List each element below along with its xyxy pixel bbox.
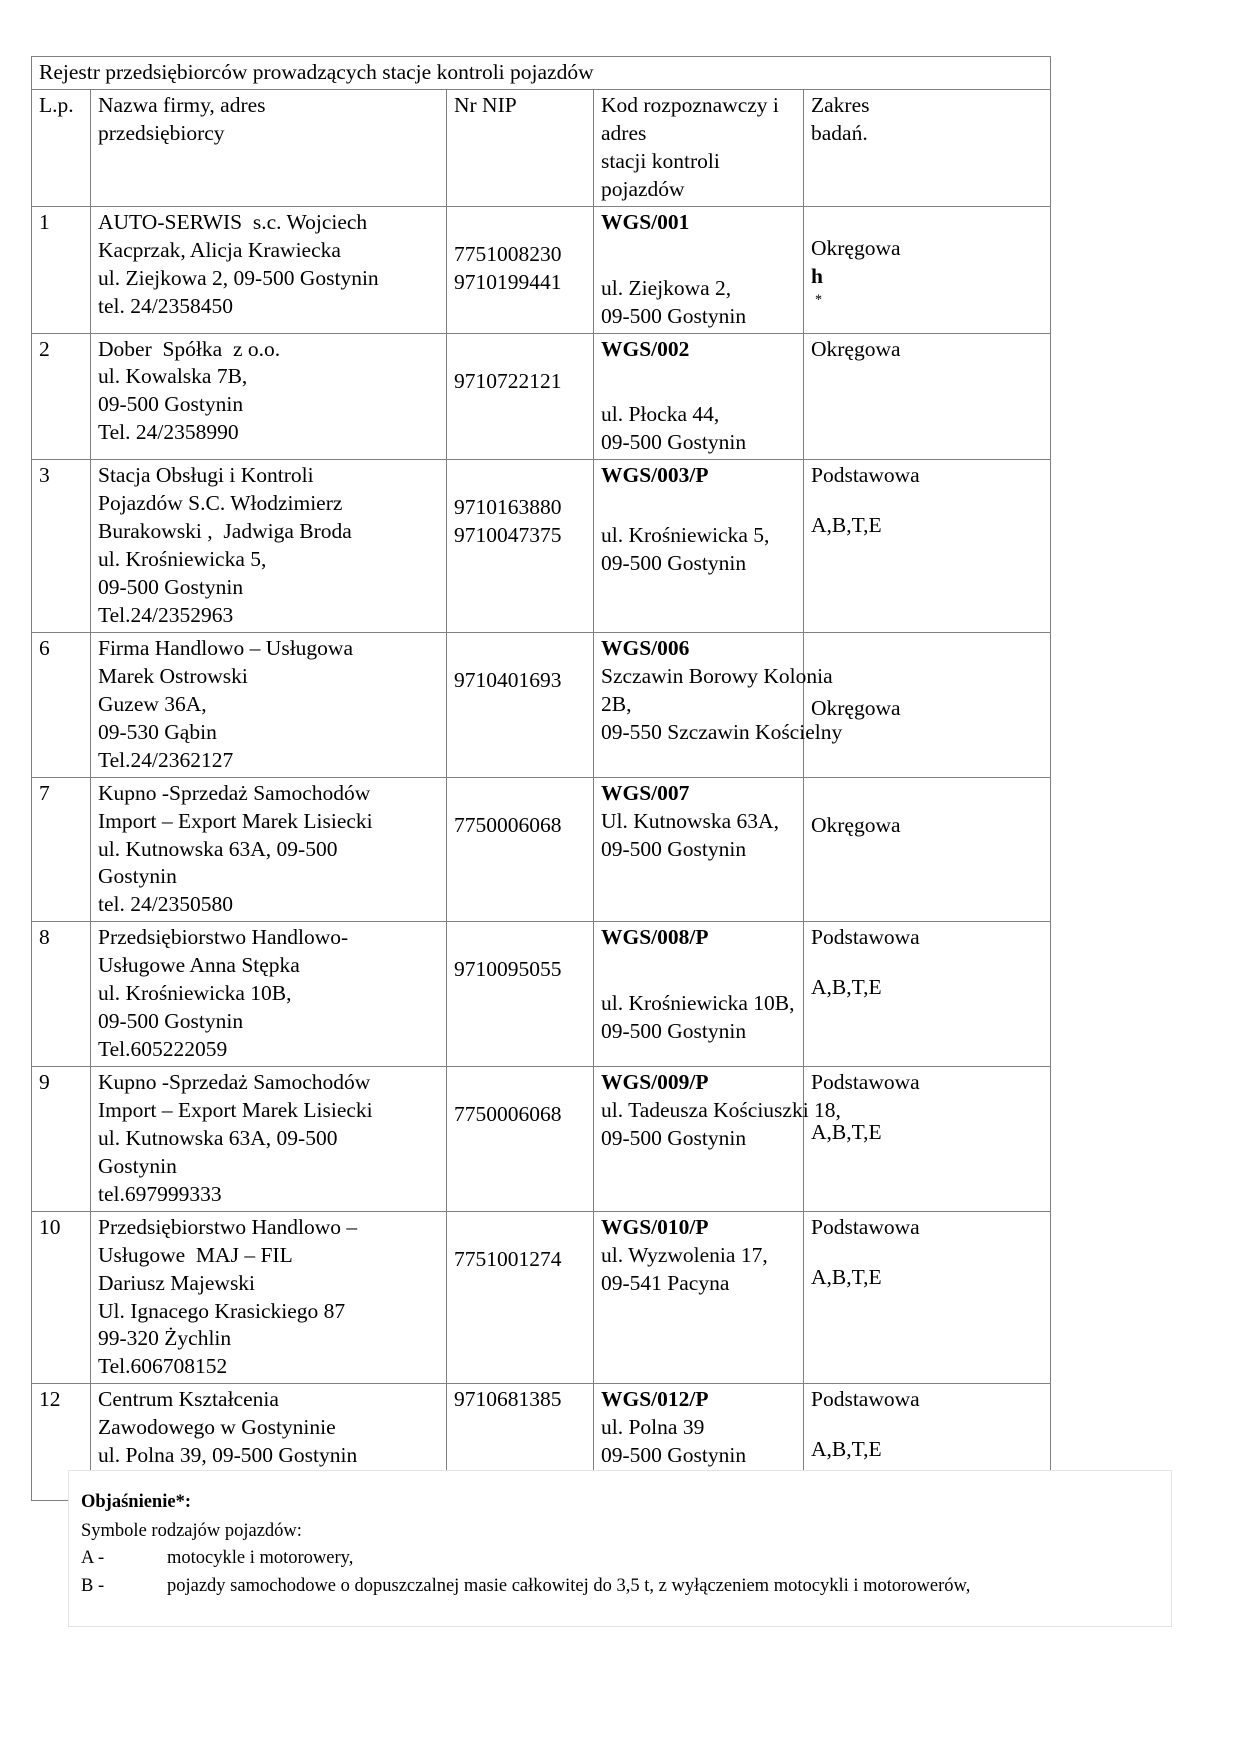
scope-categories: A,B,T,E (811, 975, 882, 1000)
company-line: Dariusz Majewski (98, 1270, 256, 1295)
company-line: 09-500 Gostynin (98, 575, 244, 600)
company-line: Usługowe MAJ – FIL (98, 1242, 293, 1267)
station-address-line: Ul. Kutnowska 63A, (601, 808, 779, 833)
scope-continuation: h * (811, 263, 1044, 309)
explanation-item (81, 1573, 1161, 1600)
company-line: Kupno -Sprzedaż Samochodów (98, 1070, 371, 1094)
nip-number: 9710047375 (454, 523, 562, 548)
table-row (32, 632, 1051, 777)
spacer (601, 490, 797, 522)
nip-number: 7751001274 (454, 1246, 562, 1271)
company-line: Usługowe Anna Stępka (98, 953, 300, 978)
station-code: WGS/001 (601, 209, 690, 234)
cell-company-name-address (91, 922, 447, 1067)
station-address-line: 09-500 Gostynin (601, 303, 747, 328)
nip-number: 9710401693 (454, 667, 562, 692)
nip-number: 9710095055 (454, 957, 562, 982)
cell-scope (804, 777, 1051, 922)
station-address-line: ul. Wyzwolenia 17, (601, 1242, 768, 1267)
column-header-code-line1: Kod rozpoznawczy i adres (601, 92, 779, 145)
column-header-name-line2: przedsiębiorcy (98, 120, 225, 145)
company-line: Tel.606708152 (98, 1354, 228, 1379)
station-address-line: 2B, (601, 691, 632, 716)
cell-company-name-address (91, 460, 447, 633)
company-line: Marek Ostrowski (98, 663, 248, 688)
company-line: Burakowski , Jadwiga Broda (98, 519, 352, 544)
station-code: WGS/012/P (601, 1387, 709, 1412)
spacer (811, 490, 1044, 512)
nip-number: 9710199441 (454, 269, 562, 294)
nip-number: 9710681385 (454, 1387, 562, 1412)
explanation-text: motocykle i motorowery, (167, 1548, 354, 1569)
column-header-scope-line2: badań. (811, 120, 868, 145)
explanation-symbol: B - (81, 1575, 105, 1596)
cell-station-code-address (594, 333, 804, 460)
company-line: Pojazdów S.C. Włodzimierz (98, 491, 343, 516)
cell-scope (804, 1211, 1051, 1384)
explanation-items (81, 1545, 1161, 1600)
cell-company-name-address (91, 333, 447, 460)
document-title: Rejestr przedsiębiorców prowadzących stacje kontroli pojazdów (32, 57, 1051, 90)
company-line: ul. Kutnowska 63A, 09-500 (98, 836, 338, 861)
cell-station-code-address (594, 922, 804, 1067)
cell-lp: 10 (32, 1211, 91, 1384)
station-code: WGS/003/P (601, 463, 709, 488)
table-row (32, 333, 1051, 460)
spacer (811, 952, 1044, 974)
scope-main: Podstawowa (811, 1387, 920, 1412)
cell-nip (447, 460, 594, 633)
table-row (32, 1067, 1051, 1212)
station-address-line: 09-500 Gostynin (601, 836, 747, 861)
company-line: Centrum Kształcenia (98, 1387, 279, 1412)
scope-categories: A,B,T,E (811, 1119, 882, 1144)
cell-lp: 9 (32, 1067, 91, 1212)
station-address-line: ul. Ziejkowa 2, (601, 275, 732, 300)
station-address-line: 09-550 Szczawin Kościelny (601, 719, 843, 744)
cell-scope (804, 1067, 1051, 1212)
explanation-box (68, 1470, 1172, 1627)
company-line: 09-530 Gąbin (98, 719, 217, 744)
company-line: Firma Handlowo – Usługowa (98, 635, 353, 660)
column-header-scope (804, 89, 1051, 206)
cell-station-code-address (594, 632, 843, 777)
station-address-line: Szczawin Borowy Kolonia (601, 663, 833, 688)
station-address-line: 09-500 Gostynin (601, 1019, 747, 1044)
scope-main: Podstawowa (811, 1214, 920, 1239)
cell-company-name-address (91, 206, 447, 333)
scope-main: Podstawowa (811, 463, 920, 488)
cell-company-name-address (91, 632, 447, 777)
scope-main: Podstawowa (811, 925, 920, 950)
company-line: Guzew 36A, (98, 691, 207, 716)
cell-lp: 6 (32, 632, 91, 777)
column-header-name-line1: Nazwa firmy, adres (98, 92, 266, 117)
company-line: Dober Spółka z o.o. (98, 336, 281, 361)
station-address-line: ul. Krośniewicka 5, (601, 523, 770, 548)
company-line: ul. Kutnowska 63A, 09-500 (98, 1125, 338, 1150)
station-address-line: 09-500 Gostynin (601, 1443, 747, 1468)
station-address-line: 09-500 Gostynin (601, 1125, 747, 1150)
nip-number: 7750006068 (454, 1102, 562, 1126)
footnote-asterisk: * (815, 291, 823, 308)
company-line: Gostynin (98, 1153, 177, 1178)
cell-lp: 1 (32, 206, 91, 333)
table-title-row (32, 57, 1051, 90)
cell-lp: 8 (32, 922, 91, 1067)
table-row (32, 922, 1051, 1067)
cell-nip (447, 1067, 594, 1212)
cell-scope (804, 206, 1051, 333)
cell-company-name-address (91, 1211, 447, 1384)
cell-lp: 3 (32, 460, 91, 633)
nip-number: 9710722121 (454, 368, 562, 393)
station-code: WGS/006 (601, 635, 690, 660)
station-address-line: 09-500 Gostynin (601, 551, 747, 576)
register-table-body (32, 57, 1051, 1501)
table-row (32, 777, 1051, 922)
company-line: ul. Krośniewicka 5, (98, 547, 267, 572)
station-address-line: ul. Krośniewicka 10B, (601, 991, 795, 1016)
spacer (601, 952, 797, 990)
company-line: Import – Export Marek Lisiecki (98, 808, 373, 833)
company-line: tel.697999333 (98, 1181, 222, 1206)
explanation-symbol: A - (81, 1548, 105, 1569)
station-code: WGS/007 (601, 780, 690, 805)
company-line: Kupno -Sprzedaż Samochodów (98, 780, 371, 805)
cell-scope (804, 460, 1051, 633)
nip-number: 7750006068 (454, 812, 562, 837)
company-line: ul. Ziejkowa 2, 09-500 Gostynin (98, 265, 379, 290)
company-line: Import – Export Marek Lisiecki (98, 1097, 373, 1122)
company-line: 09-500 Gostynin (98, 392, 244, 417)
spacer (601, 237, 797, 275)
cell-station-code-address (594, 777, 804, 922)
spacer (601, 363, 797, 401)
station-code: WGS/002 (601, 336, 690, 361)
table-header-row (32, 89, 1051, 206)
cell-company-name-address (91, 777, 447, 922)
station-address-line: 09-541 Pacyna (601, 1270, 730, 1295)
company-line: Stacja Obsługi i Kontroli (98, 463, 314, 488)
scope-categories: A,B,T,E (811, 1437, 882, 1462)
column-header-code-line2: stacji kontroli pojazdów (601, 148, 720, 201)
cell-lp: 2 (32, 333, 91, 460)
cell-station-code-address (594, 206, 804, 333)
table-row (32, 206, 1051, 333)
company-line: 09-500 Gostynin (98, 1009, 244, 1034)
station-code: WGS/008/P (601, 925, 709, 950)
cell-nip (447, 632, 594, 777)
company-line: Przedsiębiorstwo Handlowo- (98, 925, 349, 950)
cell-nip (447, 333, 594, 460)
nip-number: 7751008230 (454, 241, 562, 266)
spacer (811, 1414, 1044, 1436)
company-line: ul. Kowalska 7B, (98, 364, 248, 389)
nip-number: 9710163880 (454, 495, 562, 520)
cell-scope (804, 333, 1051, 460)
cell-lp: 7 (32, 777, 91, 922)
company-line: Tel.24/2362127 (98, 747, 234, 772)
column-header-lp: L.p. (32, 89, 91, 206)
cell-scope (804, 632, 1051, 777)
station-address-line: ul. Polna 39 (601, 1415, 705, 1440)
cell-station-code-address (594, 1067, 841, 1212)
scope-main: Okręgowa (811, 235, 901, 260)
explanation-item (81, 1545, 1161, 1572)
cell-lp: 12 (32, 1384, 91, 1501)
company-line: tel. 24/2350580 (98, 892, 233, 917)
company-line: Kacprzak, Alicja Krawiecka (98, 237, 341, 262)
table-row (32, 1211, 1051, 1384)
explanation-text: pojazdy samochodowe o dopuszczalnej masie całkowitej do 3,5 t, z wyłączeniem motocykli i motorowerów, (167, 1575, 971, 1596)
station-code: WGS/010/P (601, 1214, 709, 1239)
column-header-code (594, 89, 804, 206)
cell-station-code-address (594, 460, 804, 633)
explanation-intro: Symbole rodzajów pojazdów: (81, 1520, 302, 1541)
company-line: ul. Polna 39, 09-500 Gostynin (98, 1443, 358, 1468)
scope-main: Okręgowa (811, 695, 901, 720)
column-header-nip: Nr NIP (447, 89, 594, 206)
scope-main: Podstawowa (811, 1070, 920, 1094)
company-line: Przedsiębiorstwo Handlowo – (98, 1214, 358, 1239)
company-line: Ul. Ignacego Krasickiego 87 (98, 1298, 346, 1323)
cell-nip (447, 777, 594, 922)
station-code: WGS/009/P (601, 1070, 709, 1094)
register-table (31, 56, 1051, 1501)
cell-scope (804, 922, 1051, 1067)
column-header-name (91, 89, 447, 206)
explanation-title: Objaśnienie*: (81, 1492, 191, 1512)
company-line: ul. Krośniewicka 10B, (98, 981, 292, 1006)
cell-nip (447, 1211, 594, 1384)
scope-categories: A,B,T,E (811, 1264, 882, 1289)
company-line: Tel.24/2352963 (98, 603, 234, 627)
cell-station-code-address (594, 1211, 804, 1384)
company-line: AUTO-SERWIS s.c. Wojciech (98, 209, 368, 234)
company-line: Zawodowego w Gostyninie (98, 1415, 336, 1440)
scope-main: Okręgowa (811, 812, 901, 837)
cell-company-name-address (91, 1067, 447, 1212)
spacer (811, 1097, 1044, 1119)
scope-main: Okręgowa (811, 336, 901, 361)
company-line: Tel. 24/2358990 (98, 420, 239, 445)
company-line: 99-320 Żychlin (98, 1326, 232, 1351)
company-line: Tel.605222059 (98, 1037, 228, 1062)
spacer (811, 1242, 1044, 1264)
station-address-line: ul. Tadeusza Kościuszki 18, (601, 1097, 841, 1122)
table-row (32, 460, 1051, 633)
company-line: tel. 24/2358450 (98, 293, 233, 318)
station-address-line: ul. Płocka 44, (601, 402, 720, 427)
cell-nip (447, 206, 594, 333)
column-header-scope-line1: Zakres (811, 92, 870, 117)
station-address-line: 09-500 Gostynin (601, 430, 747, 455)
scope-categories: A,B,T,E (811, 513, 882, 538)
company-line: Gostynin (98, 864, 177, 889)
cell-nip (447, 922, 594, 1067)
